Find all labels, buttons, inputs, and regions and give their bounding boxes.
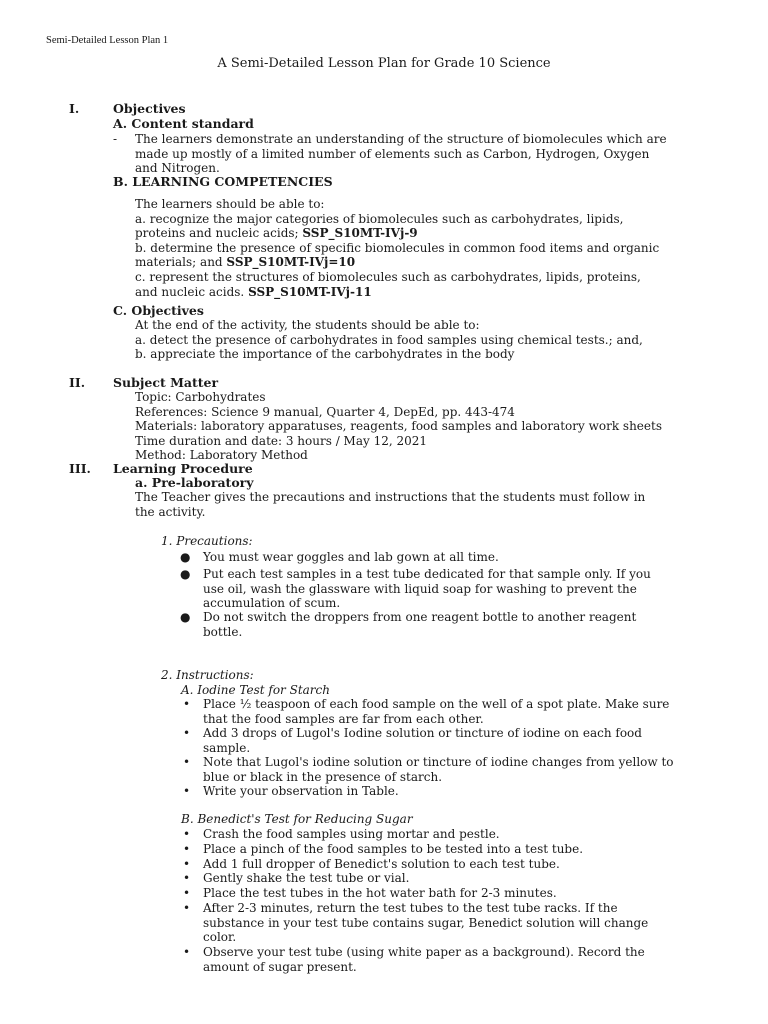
list-item <box>203 842 583 857</box>
text-line: the activity. <box>135 504 206 519</box>
competency-b-line <box>135 255 659 270</box>
text-line: sample. <box>203 740 251 755</box>
list-item <box>203 945 645 974</box>
text-line: Observe your test tube (using white paper as a background). Record the <box>203 945 645 959</box>
list-item <box>203 901 648 945</box>
text-line: The learners demonstrate an understanding of the structure of biomolecules which are <box>135 132 667 146</box>
bullet-icon: • <box>183 871 191 885</box>
subject-line: Materials: laboratory apparatuses, reagents, food samples and laboratory work sheets <box>135 419 662 434</box>
competency-b-code: SSP_S10MT-IVj=10 <box>226 255 356 270</box>
text-line: The Teacher gives the precautions and instructions that the students must follow in <box>135 490 646 504</box>
competency-c-line: c. represent the structures of biomolecules such as carbohydrates, lipids, proteins, <box>135 269 641 284</box>
competency-a-code: SSP_S10MT-IVj-9 <box>302 226 418 241</box>
text-line: substance in your test tube contains sugar, Benedict solution will change <box>203 915 649 930</box>
list-item <box>203 827 500 842</box>
bullet-icon: • <box>183 755 191 769</box>
bullet-icon: ● <box>180 550 191 564</box>
text-line: Put each test samples in a test tube dedicated for that sample only. If you <box>203 567 651 581</box>
text-line: blue or black in the presence of starch. <box>203 769 443 784</box>
bullet-icon: • <box>183 901 191 915</box>
section-3-numeral: III. <box>69 461 91 476</box>
bullet-icon: • <box>183 726 191 740</box>
bullet-icon: • <box>183 857 191 871</box>
text-line: Place the test tubes in the hot water bath for 2-3 minutes. <box>203 886 557 900</box>
objectives-intro: At the end of the activity, the students should be able to: <box>135 318 480 332</box>
competencies-block <box>135 197 659 299</box>
text-line: accumulation of scum. <box>203 596 341 611</box>
text-line: Do not switch the droppers from one reagent bottle to another reagent <box>203 610 637 624</box>
precautions-label: 1. Precautions: <box>161 534 253 548</box>
competency-c-line <box>135 285 659 300</box>
list-item <box>203 784 399 799</box>
iodine-test-label: A. Iodine Test for Starch <box>181 683 330 697</box>
text-line: Write your observation in Table. <box>203 784 399 798</box>
section-1-numeral: I. <box>69 101 80 116</box>
competency-c-text: and nucleic acids. <box>135 284 249 299</box>
text-line: Place a pinch of the food samples to be tested into a test tube. <box>203 842 584 856</box>
objectives-label: C. Objectives <box>113 303 204 318</box>
subject-line: References: Science 9 manual, Quarter 4, DepEd, pp. 443-474 <box>135 404 515 419</box>
learning-competencies-label: B. LEARNING COMPETENCIES <box>113 174 333 189</box>
pre-laboratory-text <box>135 490 645 519</box>
section-2-heading: Subject Matter <box>113 375 219 390</box>
text-line: use oil, wash the glassware with liquid soap for washing to prevent the <box>203 581 637 596</box>
text-line: You must wear goggles and lab gown at all time. <box>203 550 499 564</box>
text-line: After 2-3 minutes, return the test tubes to the test tube racks. If the <box>203 901 618 915</box>
section-3-heading: Learning Procedure <box>113 461 253 476</box>
list-item <box>203 857 560 872</box>
competency-c-code: SSP_S10MT-IVj-11 <box>248 284 372 299</box>
text-line: made up mostly of a limited number of elements such as Carbon, Hydrogen, Oxygen <box>135 146 650 161</box>
bullet-icon: • <box>183 784 191 798</box>
text-line: and Nitrogen. <box>135 161 220 176</box>
subject-matter-block <box>135 390 662 463</box>
bullet-icon: • <box>183 945 191 959</box>
text-line: bottle. <box>203 624 243 639</box>
text-line: Note that Lugol's iodine solution or tincture of iodine changes from yellow to <box>203 755 674 769</box>
list-item <box>203 726 642 755</box>
text-line: color. <box>203 930 237 945</box>
competency-b-line: b. determine the presence of specific biomolecules in common food items and organic <box>135 240 660 255</box>
text-line: amount of sugar present. <box>203 959 357 974</box>
dash-marker: - <box>113 132 118 146</box>
competencies-intro: The learners should be able to: <box>135 197 325 211</box>
subject-line: Topic: Carbohydrates <box>135 390 266 404</box>
text-line: Add 3 drops of Lugol's Iodine solution or tincture of iodine on each food <box>203 726 642 740</box>
text-line: Add 1 full dropper of Benedict's solution to each test tube. <box>203 857 560 871</box>
pre-laboratory-label: a. Pre-laboratory <box>135 475 254 490</box>
bullet-icon: • <box>183 842 191 856</box>
text-line: that the food samples are far from each other. <box>203 711 484 726</box>
section-1-heading: Objectives <box>113 101 186 116</box>
list-item <box>203 567 651 611</box>
bullet-icon: • <box>183 827 191 841</box>
instructions-label: 2. Instructions: <box>161 668 254 682</box>
content-standard-label: A. Content standard <box>113 116 254 131</box>
competency-b-text: materials; and <box>135 255 227 270</box>
objective-item: a. detect the presence of carbohydrates in food samples using chemical tests.; and, <box>135 332 643 347</box>
list-item <box>203 610 636 639</box>
list-item <box>203 886 557 901</box>
objective-item: b. appreciate the importance of the carbohydrates in the body <box>135 347 515 362</box>
bullet-icon: • <box>183 697 191 711</box>
list-item <box>203 550 499 565</box>
competency-a-line: a. recognize the major categories of biomolecules such as carbohydrates, lipids, <box>135 211 624 226</box>
document-title: A Semi-Detailed Lesson Plan for Grade 10 Science <box>217 56 551 71</box>
list-item <box>203 871 409 886</box>
competency-a-text: proteins and nucleic acids; <box>135 226 303 241</box>
bullet-icon: • <box>183 886 191 900</box>
competency-a-line <box>135 226 659 241</box>
text-line: Place ½ teaspoon of each food sample on the well of a spot plate. Make sure <box>203 697 670 711</box>
content-standard-text <box>135 132 667 176</box>
list-item <box>203 697 669 726</box>
subject-line: Method: Laboratory Method <box>135 448 308 463</box>
section-2-numeral: II. <box>69 375 86 390</box>
benedict-test-label: B. Benedict's Test for Reducing Sugar <box>181 812 413 826</box>
subject-line: Time duration and date: 3 hours / May 12, 2021 <box>135 433 428 448</box>
text-line: Gently shake the test tube or vial. <box>203 871 410 885</box>
bullet-icon: ● <box>180 610 191 624</box>
objectives-block <box>135 318 643 362</box>
text-line: Crash the food samples using mortar and pestle. <box>203 827 500 841</box>
bullet-icon: ● <box>180 567 191 581</box>
list-item <box>203 755 674 784</box>
running-header: Semi-Detailed Lesson Plan 1 <box>46 35 169 46</box>
